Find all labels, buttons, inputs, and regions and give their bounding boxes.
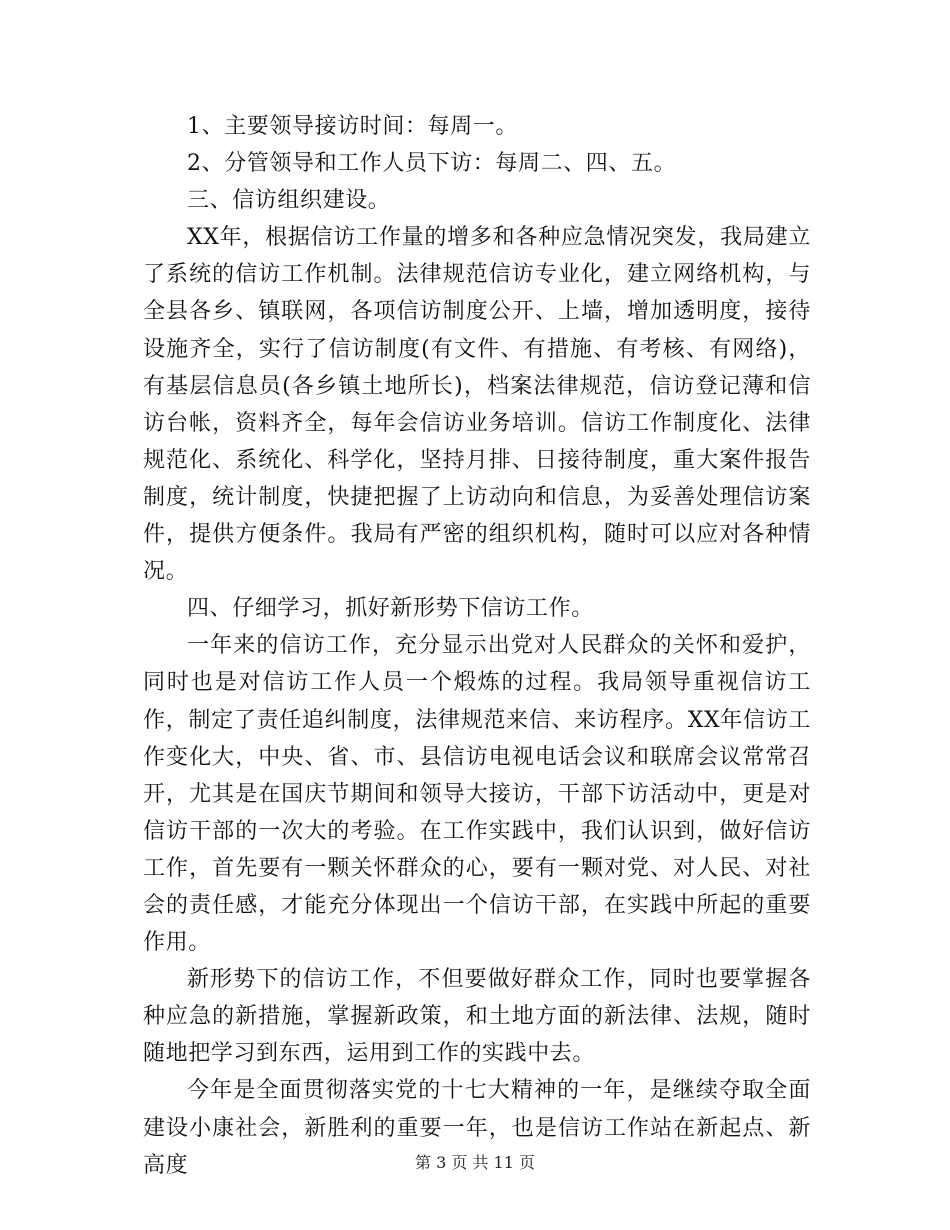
page-number-label: 第 3 页 共 11 页 (415, 1153, 535, 1172)
paragraph-7: 新形势下的信访工作，不但要做好群众工作，同时也要掌握各种应急的新措施，掌握新政策，和土地方面的新法律、法规，随时随地把学习到东西，运用到工作的实践中去。 (143, 967, 811, 1067)
section-heading-4: 四、仔细学习，抓好新形势下信访工作。 (187, 596, 594, 622)
paragraph-2: 2、分管领导和工作人员下访：每周二、四、五。 (187, 151, 677, 177)
paragraph-8: 今年是全面贯彻落实党的十七大精神的一年，是继续夺取全面建设小康社会，新胜利的重要一年，也是信访工作站在新起点、新高度 (143, 1078, 811, 1178)
document-body (143, 108, 811, 1184)
paragraph-1: 1、主要领导接访时间：每周一。 (187, 114, 518, 139)
page-footer (0, 1153, 950, 1173)
paragraph-4: XX年，根据信访工作量的增多和各种应急情况突发，我局建立了系统的信访工作机制。法律规范信访专业化，建立网络机构，与全县各乡、镇联网，各项信访制度公开、上墙，增加透明度，接待设施齐全，实行了信访制度(有文件、有措施、有考核、有网络)，有基层信息员(各乡镇土地所长)，档案法律规范，信访登记薄和信访台帐，资料齐全，每年会信访业务培训。信访工作制度化、法律规范化、系统化、科学化，坚持月排、日接待制度，重大案件报告制度，统计制度，快捷把握了上访动向和信息，为妥善处理信访案件，提供方便条件。我局有严密的组织机构，随时可以应对各种情况。 (143, 225, 811, 585)
paragraph-6: 一年来的信访工作，充分显示出党对人民群众的关怀和爱护，同时也是对信访工作人员一个煅炼的过程。我局领导重视信访工作，制定了责任追纠制度，法律规范来信、来访程序。XX年信访工作变化大，中央、省、市、县信访电视电话会议和联席会议常常召开，尤其是在国庆节期间和领导大接访，干部下访活动中，更是对信访干部的一次大的考验。在工作实践中，我们认识到，做好信访工作，首先要有一颗关怀群众的心，要有一颗对党、对人民、对社会的责任感，才能充分体现出一个信访干部，在实践中所起的重要作用。 (143, 633, 811, 956)
section-heading-3: 三、信访组织建设。 (187, 188, 391, 214)
